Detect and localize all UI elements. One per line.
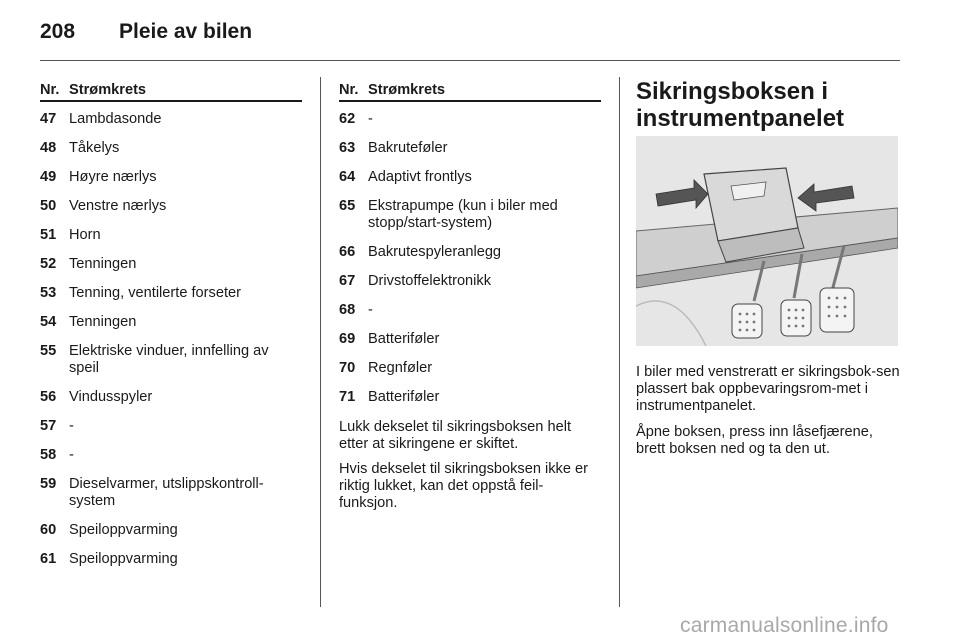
fuse-number: 50 <box>40 198 57 214</box>
column-header-circuit: Strømkrets <box>69 82 147 98</box>
page-title: Pleie av bilen <box>119 20 253 43</box>
circuit-name: Bakruteføler <box>368 140 448 156</box>
circuit-name: Høyre nærlys <box>69 169 157 185</box>
fuse-number: 54 <box>40 314 57 330</box>
table-row <box>40 227 302 244</box>
circuit-name: Drivstoffelektronikk <box>368 273 492 289</box>
table-row <box>40 256 302 273</box>
table-row <box>339 273 601 290</box>
table-row <box>40 198 302 215</box>
column-header-nr: Nr. <box>40 82 60 98</box>
table-body-left <box>40 102 302 568</box>
removal-paragraph: Åpne boksen, press inn låsefjærene, brett boksen ned og ta den ut. <box>636 424 873 457</box>
circuit-name: Adaptivt frontlys <box>368 169 472 185</box>
fuse-number: 63 <box>339 140 356 156</box>
column-divider-1 <box>320 77 321 607</box>
fuse-number: 58 <box>40 447 57 463</box>
page-number: 208 <box>40 20 76 43</box>
column-header-circuit: Strømkrets <box>368 82 446 98</box>
close-cover-paragraph: Lukk dekselet til sikringsboksen helt etter at sikringene er skiftet. <box>339 419 571 452</box>
fuse-number: 53 <box>40 285 57 301</box>
fuse-number: 70 <box>339 360 356 376</box>
fuse-number: 64 <box>339 169 356 185</box>
fuse-number: 52 <box>40 256 57 272</box>
circuit-name: Venstre nærlys <box>69 198 167 214</box>
fuse-number: 68 <box>339 302 356 318</box>
circuit-name: Vindusspyler <box>69 389 153 405</box>
circuit-name: Regnføler <box>368 360 433 376</box>
fuse-number: 67 <box>339 273 356 289</box>
circuit-name: Elektriske vinduer, innfelling av speil <box>69 343 269 376</box>
table-row <box>40 314 302 331</box>
table-row <box>40 418 302 435</box>
table-row <box>339 198 601 232</box>
fuse-number: 66 <box>339 244 356 260</box>
fuse-number: 60 <box>40 522 57 538</box>
table-row <box>339 244 601 261</box>
fuse-number: 56 <box>40 389 57 405</box>
section-heading: Sikringsboksen i instrumentpanelet <box>636 78 845 132</box>
page-header <box>40 18 900 58</box>
circuit-name: Lambdasonde <box>69 111 162 127</box>
header-divider <box>40 60 900 61</box>
table-row <box>40 551 302 568</box>
table-row <box>40 389 302 406</box>
fuse-number: 65 <box>339 198 356 214</box>
table-row <box>40 285 302 302</box>
circuit-name: Tåkelys <box>69 140 120 156</box>
circuit-name: - <box>368 302 373 318</box>
circuit-name: Ekstrapumpe (kun i biler med stopp/start-system) <box>368 198 558 231</box>
circuit-name: Batteriføler <box>368 331 440 347</box>
circuit-name: - <box>69 447 74 463</box>
fuse-number: 55 <box>40 343 57 359</box>
fuse-number: 71 <box>339 389 356 405</box>
table-row <box>40 447 302 464</box>
fuse-number: 47 <box>40 111 57 127</box>
watermark: carmanualsonline.info <box>680 614 889 637</box>
table-row <box>339 360 601 377</box>
table-header <box>339 80 601 102</box>
fuse-number: 51 <box>40 227 57 243</box>
column-divider-2 <box>619 77 620 607</box>
table-row <box>40 522 302 539</box>
table-row <box>40 169 302 186</box>
circuit-name: Batteriføler <box>368 389 440 405</box>
circuit-name: - <box>69 418 74 434</box>
fuse-number: 48 <box>40 140 57 156</box>
circuit-name: Speiloppvarming <box>69 522 178 538</box>
table-row <box>40 140 302 157</box>
fuse-number: 57 <box>40 418 57 434</box>
table-row <box>339 302 601 319</box>
table-header <box>40 80 302 102</box>
table-row <box>40 111 302 128</box>
table-row <box>339 169 601 186</box>
circuit-name: Horn <box>69 227 101 243</box>
fuse-number: 49 <box>40 169 57 185</box>
malfunction-paragraph: Hvis dekselet til sikringsboksen ikke er riktig lukket, kan det oppstå feil-funksjon. <box>339 461 588 511</box>
table-row <box>40 343 302 377</box>
table-row <box>339 111 601 128</box>
circuit-name: Tenningen <box>69 256 137 272</box>
fuse-number: 69 <box>339 331 356 347</box>
table-row <box>339 389 601 406</box>
table-row <box>40 476 302 510</box>
circuit-name: - <box>368 111 373 127</box>
column-header-nr: Nr. <box>339 82 359 98</box>
fuse-box-illustration <box>636 136 898 346</box>
fuse-number: 62 <box>339 111 356 127</box>
table-row <box>339 331 601 348</box>
fuse-table-left <box>40 80 302 580</box>
table-row <box>339 140 601 157</box>
circuit-name: Tenning, ventilerte forseter <box>69 285 241 301</box>
circuit-name: Dieselvarmer, utslippskontroll-system <box>69 476 264 509</box>
location-paragraph: I biler med venstreratt er sikringsbok-sen plassert bak oppbevaringsrom-met i instrumentpanelet. <box>636 364 900 414</box>
circuit-name: Speiloppvarming <box>69 551 178 567</box>
circuit-name: Tenningen <box>69 314 137 330</box>
table-body-right <box>339 102 601 406</box>
circuit-name: Bakrutespyleranlegg <box>368 244 502 260</box>
fuse-number: 59 <box>40 476 57 492</box>
fuse-number: 61 <box>40 551 57 567</box>
fuse-table-right <box>339 80 601 418</box>
